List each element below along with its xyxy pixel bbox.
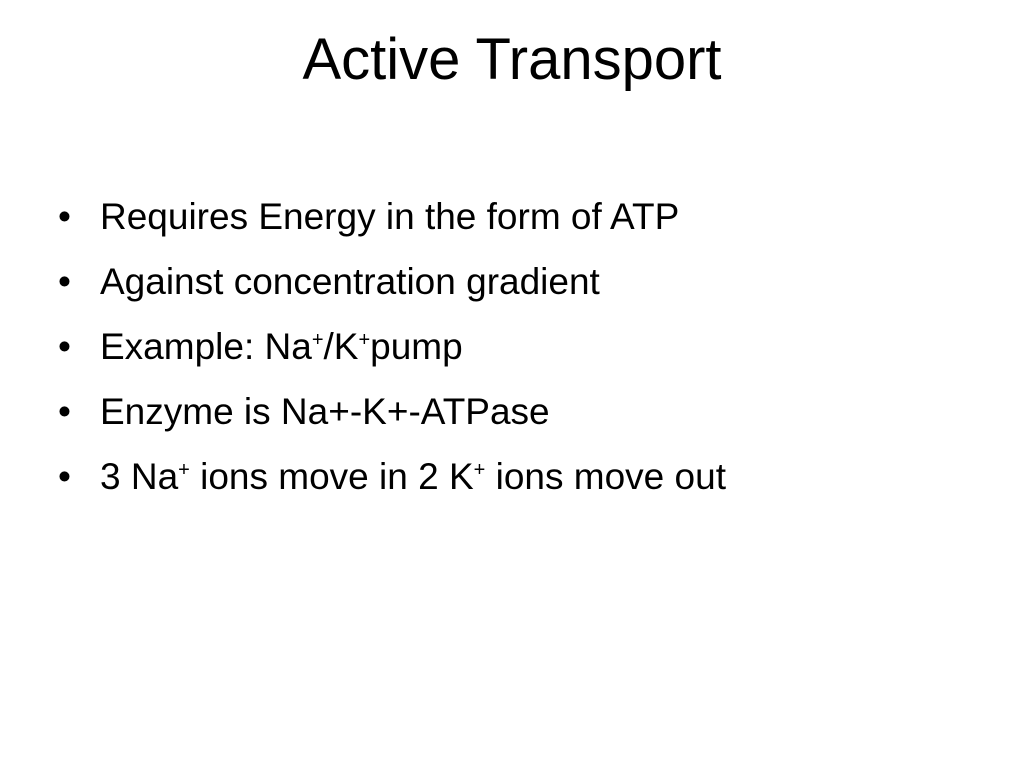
bullet-text: Against concentration gradient [100,261,600,302]
bullet-list [58,184,988,509]
slide-title: Active Transport [302,27,722,92]
superscript-charge: + [473,459,486,481]
bullet-item [58,379,988,444]
bullet-text-part: ions move out [485,456,726,497]
bullet-item [58,444,988,509]
bullet-text: Requires Energy in the form of ATP [100,196,680,237]
bullet-item [58,249,988,314]
bullet-text-part: /K [323,326,359,367]
bullet-text-part: pump [370,326,463,367]
bullet-marker: • [58,391,71,432]
bullet-item [58,184,988,249]
bullet-marker: • [58,456,71,497]
bullet-text-part: ions move in 2 K [189,456,474,497]
bullet-text: Enzyme is Na+-K+-ATPase [100,391,550,432]
bullet-marker: • [58,261,71,302]
bullet-text-part: 3 Na [100,456,179,497]
bullet-text [100,326,463,367]
superscript-charge: + [178,459,190,481]
bullet-text [100,456,726,497]
superscript-charge: + [358,329,371,351]
superscript-charge: + [311,329,324,351]
bullet-marker: • [58,326,71,367]
bullet-marker: • [58,196,71,237]
bullet-item [58,314,988,379]
bullet-text-part: Example: Na [100,326,312,367]
